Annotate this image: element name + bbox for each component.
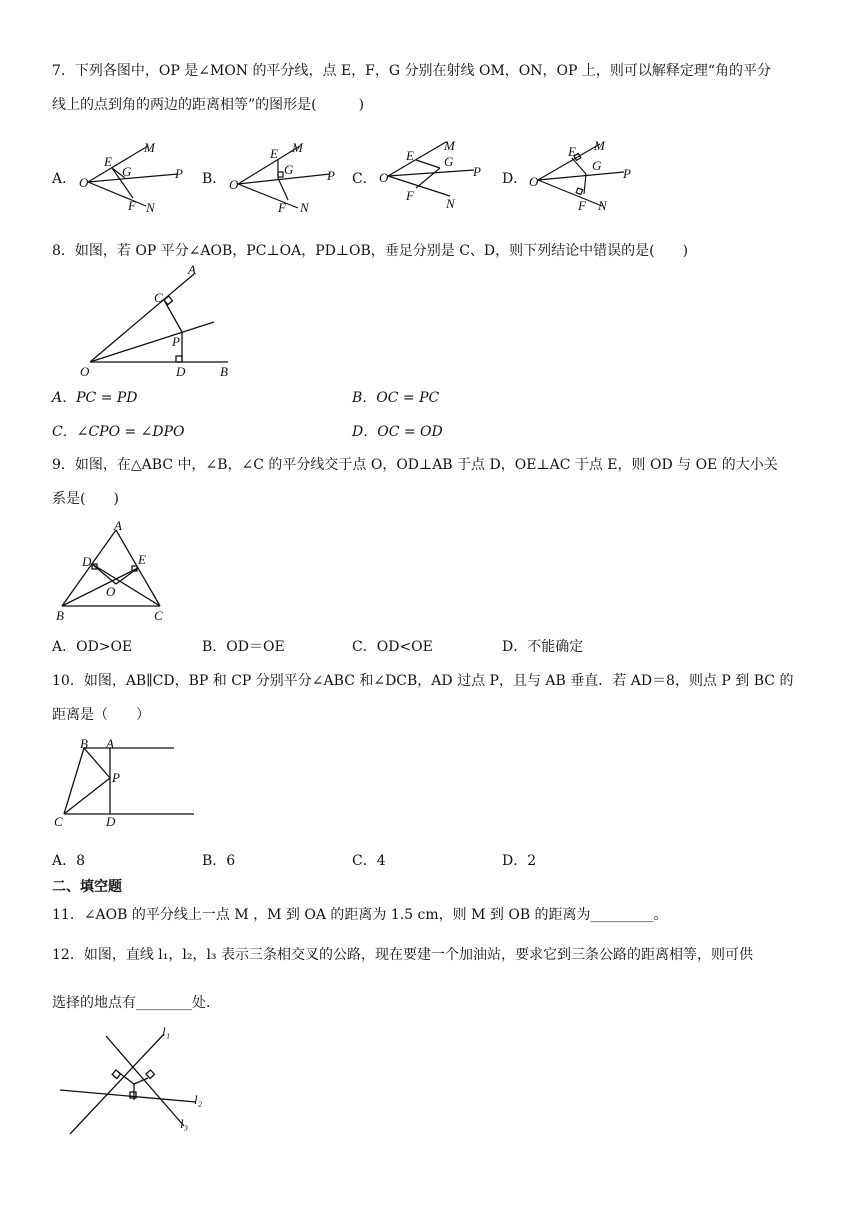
- road-l2: [60, 1090, 196, 1102]
- question-7-line1: 7．下列各图中，OP 是∠MON 的平分线，点 E，F，G 分别在射线 OM，ON，OP 上，则可以解释定理“角的平分: [52, 63, 772, 79]
- label-e: E: [568, 144, 576, 159]
- label-a: A: [106, 736, 114, 751]
- q8-figure: [76, 262, 236, 382]
- label-d: D: [176, 364, 186, 379]
- label-b: B: [80, 736, 88, 751]
- label-e: E: [104, 154, 112, 169]
- label-p: P: [112, 770, 120, 785]
- label-o: O: [229, 177, 239, 192]
- label-a: A: [114, 518, 122, 533]
- label-c: C: [154, 290, 163, 305]
- q8-option-c: C．∠CPO = ∠DPO: [52, 424, 185, 440]
- label-c: C: [154, 608, 163, 623]
- q7-option-b: B．: [202, 171, 227, 187]
- q10-option-c: C．4: [352, 853, 386, 869]
- q12-figure: [50, 1020, 220, 1134]
- q7-option-d: D．: [502, 171, 528, 187]
- label-n: N: [446, 196, 455, 211]
- q8-option-a: A．PC = PD: [52, 390, 138, 406]
- road-l3: [106, 1036, 184, 1126]
- label-n: N: [146, 200, 155, 215]
- q8-option-b: B．OC = PC: [352, 390, 440, 406]
- label-f: F: [278, 200, 286, 215]
- label-o: O: [79, 175, 89, 190]
- label-m: M: [292, 140, 303, 155]
- question-9-line1: 9．如图，在△ABC 中，∠B，∠C 的平分线交于点 O，OD⊥AB 于点 D，OE⊥AC 于点 E，则 OD 与 OE 的大小关: [52, 457, 778, 473]
- label-p: P: [623, 166, 631, 181]
- label-o: O: [379, 170, 389, 185]
- q10-option-a: A．8: [52, 853, 86, 869]
- q7-figure-a: [78, 138, 188, 216]
- label-m: M: [594, 138, 605, 153]
- question-12-line1: 12．如图，直线 l₁，l₂，l₃ 表示三条相交叉的公路，现在要建一个加油站，要求它到三条公路的距离相等，则可供: [52, 947, 753, 963]
- label-a: A: [188, 262, 196, 277]
- label-e: E: [138, 552, 146, 567]
- label-e: E: [406, 148, 414, 163]
- label-g: G: [122, 164, 132, 179]
- label-c: C: [54, 814, 63, 829]
- label-d: D: [106, 814, 116, 829]
- label-g: G: [592, 158, 602, 173]
- q9-option-b: B．OD＝OE: [202, 639, 285, 655]
- question-11: 11．∠AOB 的平分线上一点 M ，M 到 OA 的距离为 1.5 cm，则 M 到 OB 的距离为_________。: [52, 907, 668, 923]
- question-8-text: 8．如图，若 OP 平分∠AOB，PC⊥OA，PD⊥OB，垂足分别是 C、D，则下列结论中错误的是( ): [52, 243, 689, 259]
- label-o: O: [106, 584, 116, 599]
- q7-option-a: A．: [52, 171, 77, 187]
- q7-option-c: C．: [352, 171, 377, 187]
- label-l1: l₁: [162, 1024, 171, 1039]
- label-m: M: [144, 140, 155, 155]
- q10-option-d: D．2: [502, 853, 537, 869]
- label-l2: l₂: [194, 1092, 203, 1107]
- q10-figure: [50, 736, 200, 832]
- label-m: M: [444, 138, 455, 153]
- q7-figure-c: [378, 134, 493, 214]
- label-f: F: [578, 198, 586, 213]
- label-n: N: [598, 198, 607, 213]
- label-o: O: [80, 364, 90, 379]
- label-d: D: [82, 554, 92, 569]
- question-12-line2: 选择的地点有________处.: [52, 995, 211, 1011]
- question-10-line2: 距离是（ ）: [52, 707, 150, 723]
- label-f: F: [406, 188, 414, 203]
- label-g: G: [284, 162, 294, 177]
- label-b: B: [56, 608, 64, 623]
- question-9-line2: 系是( ): [52, 491, 119, 507]
- q7-figure-b: [228, 138, 343, 216]
- label-p: P: [327, 168, 335, 183]
- question-7-line2: 线上的点到角的两边的距离相等”的图形是( ): [52, 97, 365, 113]
- label-p: P: [172, 334, 180, 349]
- q8-option-d: D．OC = OD: [352, 424, 443, 440]
- q10-option-b: B．6: [202, 853, 236, 869]
- label-b: B: [220, 364, 228, 379]
- q9-option-c: C．OD<OE: [352, 639, 433, 655]
- label-e: E: [270, 146, 278, 161]
- q7-figure-d: [528, 136, 643, 216]
- question-10-line1: 10．如图，AB∥CD，BP 和 CP 分别平分∠ABC 和∠DCB，AD 过点 P，且与 AB 垂直．若 AD＝8，则点 P 到 BC 的: [52, 673, 794, 689]
- q9-figure: [52, 518, 172, 628]
- q9-option-d: D．不能确定: [502, 639, 584, 655]
- label-l3: l₃: [180, 1116, 189, 1131]
- label-o: O: [529, 174, 539, 189]
- label-p: P: [473, 164, 481, 179]
- label-g: G: [444, 154, 454, 169]
- q9-option-a: A．OD>OE: [52, 639, 133, 655]
- section-heading: 二、填空题: [52, 879, 122, 895]
- label-f: F: [128, 198, 136, 213]
- label-n: N: [300, 200, 309, 215]
- label-p: P: [175, 166, 183, 181]
